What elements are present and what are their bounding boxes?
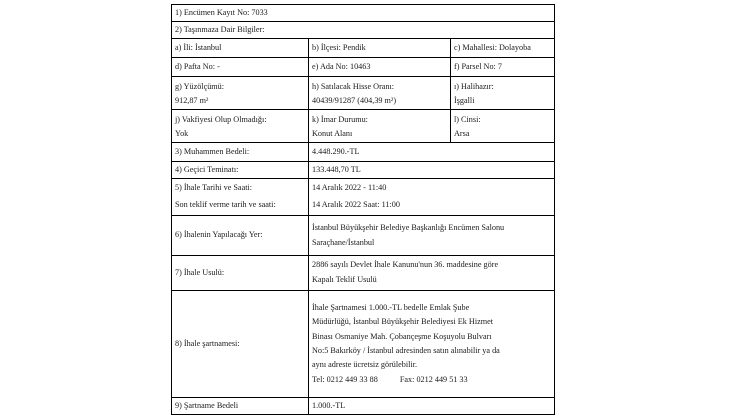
ada-cell: e) Ada No: 10463	[309, 58, 451, 77]
teminat-value: 133.448,70 TL	[309, 162, 555, 179]
muhammen-label: 3) Muhammen Bedeli:	[172, 143, 309, 162]
halihazir-label: ı) Halihazır:	[454, 82, 494, 92]
telephone-number: Tel: 0212 449 33 88	[312, 374, 378, 384]
table-row	[172, 256, 555, 291]
ihale-tarihi-value: 14 Aralık 2022 - 11:40	[312, 183, 387, 193]
halihazir-cell	[451, 77, 555, 110]
ihale-yeri-line-2: Saraçhane/İstanbul	[312, 237, 375, 247]
yuzolcum-label: g) Yüzölçümü:	[175, 82, 225, 92]
cinsi-cell	[451, 110, 555, 143]
ihale-tarihi-value-cell	[309, 179, 555, 216]
son-teklif-label: Son teklif verme tarih ve saati:	[175, 200, 276, 209]
contact-line	[312, 373, 551, 387]
cinsi-label: l) Cinsi:	[454, 115, 481, 125]
ihale-usulu-line-2: Kapalı Teklif Usulü	[312, 275, 377, 284]
sartname-value-cell	[309, 291, 555, 398]
imar-value: Konut Alanı	[312, 129, 353, 138]
table-row	[172, 216, 555, 256]
sartname-bedeli-value: 1.000.-TL	[309, 398, 555, 415]
tasinmaz-bilgileri-header: 2) Taşınmaza Dair Bilgiler:	[172, 22, 555, 39]
fax-number: Fax: 0212 449 51 33	[399, 374, 468, 384]
vakfiye-label: j) Vakfiyesi Olup Olmadığı:	[175, 115, 267, 125]
halihazir-value: İşgalli	[454, 96, 475, 105]
ilce-cell: b) İlçesi: Pendik	[309, 39, 451, 58]
table-row	[172, 77, 555, 110]
ihale-tarihi-cell	[172, 179, 309, 216]
parsel-cell: f) Parsel No: 7	[451, 58, 555, 77]
ihale-usulu-line-1: 2886 sayılı Devlet İhale Kanunu'nun 36. maddesine göre	[312, 260, 499, 270]
table-row	[172, 291, 555, 398]
sartname-line-3: Binası Osmaniye Mah. Çobançeşme Koşuyolu Bulvarı	[312, 331, 492, 341]
ihale-tarihi-label: 5) İhale Tarihi ve Saati:	[175, 183, 253, 193]
ihale-yeri-value-cell	[309, 216, 555, 256]
cinsi-value: Arsa	[454, 129, 470, 138]
il-cell: a) İli: İstanbul	[172, 39, 309, 58]
hisse-label: h) Satılacak Hisse Oranı:	[312, 82, 395, 92]
table-row	[172, 58, 555, 77]
yuzolcum-value: 912,87 m²	[175, 96, 209, 105]
sartname-bedeli-label: 9) Şartname Bedeli	[172, 398, 309, 415]
mahalle-cell: c) Mahallesi: Dolayoba	[451, 39, 555, 58]
imar-label: k) İmar Durumu:	[312, 115, 368, 125]
table-row	[172, 22, 555, 39]
table-row	[172, 5, 555, 22]
vakfiye-cell	[172, 110, 309, 143]
ihale-usulu-label: 7) İhale Usulü:	[172, 256, 309, 291]
table-row	[172, 110, 555, 143]
sartname-line-1: İhale Şartnamesi 1.000.-TL bedelle Emlak Şube	[312, 302, 470, 312]
ihale-yeri-label: 6) İhalenin Yapılacağı Yer:	[172, 216, 309, 256]
table-row	[172, 39, 555, 58]
sartname-line-2: Müdürlüğü, İstanbul Büyükşehir Belediyesi Ek Hizmet	[312, 317, 494, 327]
ihale-yeri-line-1: İstanbul Büyükşehir Belediye Başkanlığı Encümen Salonu	[312, 222, 505, 232]
sartname-line-4: No:5 Bakırköy / İstanbul adresinden satın alınabilir ya da	[312, 346, 500, 355]
ihale-usulu-value-cell	[309, 256, 555, 291]
table-row	[172, 398, 555, 415]
sartname-label: 8) İhale şartnamesi:	[172, 291, 309, 398]
encumen-kayit-no: 1) Encümen Kayıt No: 7033	[172, 5, 555, 22]
imar-cell	[309, 110, 451, 143]
vakfiye-value: Yok	[175, 129, 189, 138]
table-row	[172, 179, 555, 216]
hisse-value: 40439/91287 (404,39 m²)	[312, 96, 397, 105]
son-teklif-value: 14 Aralık 2022 Saat: 11:00	[312, 200, 400, 209]
muhammen-value: 4.448.290.-TL	[309, 143, 555, 162]
yuzolcum-cell	[172, 77, 309, 110]
pafta-cell: d) Pafta No: -	[172, 58, 309, 77]
table-row	[172, 162, 555, 179]
sartname-line-5: aynı adreste ücretsiz görülebilir.	[312, 360, 418, 370]
table-row	[172, 143, 555, 162]
teminat-label: 4) Geçici Teminatı:	[172, 162, 309, 179]
ihale-info-table	[171, 4, 555, 415]
hisse-cell	[309, 77, 451, 110]
